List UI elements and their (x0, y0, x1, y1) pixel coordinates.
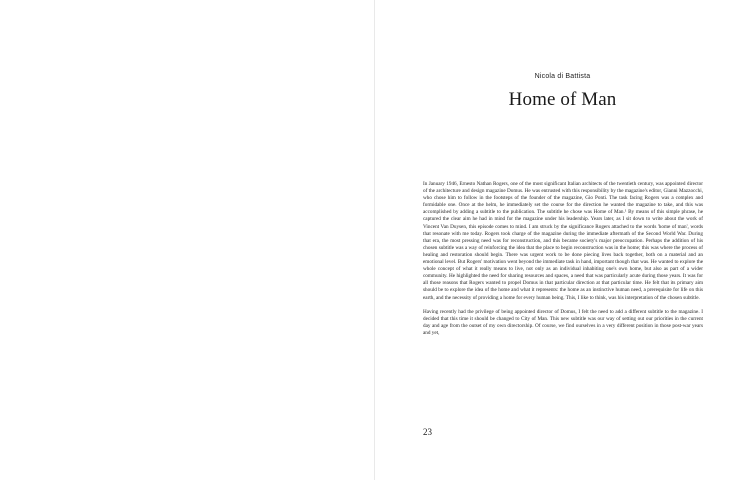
chapter-title: Home of Man (508, 89, 617, 110)
body-paragraph: Having recently had the privilege of being appointed director of Domus, I felt the need to add a different subtitle to the magazine. I decided that this time it should be changed to City of Man. This new subtitle was our way of setting out our priorities in the current day and age from the outset of my own directorship. Of course, we find ourselves in a very different position in those post-war years and yet, (423, 308, 703, 336)
page-number: 23 (423, 427, 432, 437)
body-text (423, 181, 703, 344)
body-paragraph: In January 1946, Ernesto Nathan Rogers, one of the most significant Italian architects of the twentieth century, was appointed director of the architecture and design magazine Domus. He was entrusted with this responsibility by the magazine's editor, Gianni Mazzocchi, who chose him to follow in the footsteps of the founder of the magazine, Gio Ponti. The task facing Rogers was a complex and formidable one. Once at the helm, he immediately set the course for the direction he wanted the magazine to take, and this was accomplished by adding a subtitle to the publication. The subtitle he chose was Home of Man.¹ By means of this simple phrase, he captured the clear aim he had in mind for the magazine under his leadership. Years later, as I sit down to write about the work of Vincent Van Duysen, this episode comes to mind. I am struck by the significance Rogers attached to the words 'home of man', words that resonate with me today. Rogers took charge of the magazine during the immediate aftermath of the Second World War. During that era, the most pressing need was for reconstruction, and this became society's major preoccupation. Perhaps the addition of his chosen subtitle was a way of reinforcing the idea that the place to begin reconstruction was in the home; this was where the process of healing and restoration should begin. There was urgent work to be done piecing lives back together, both on a material and an emotional level. But Rogers' motivation went beyond the immediate task in hand, important though that was. He wanted to explore the whole concept of what it really means to live, not only as an individual inhabiting one's own home, but also as part of a wider community. He highlighted the need for sharing resources and spaces, a need that was particularly acute during those years. It was for all those reasons that Rogers wanted to propel Domus in that particular direction at that particular time. He felt that its primary aim should be to explore the idea of the home and what it represents: the home as an instinctive human need, a prerequisite for life on this earth, and the necessity of providing a home for every human being. This, I like to think, was his interpretation of the chosen subtitle. (423, 181, 703, 301)
author-name: Nicola di Battista (534, 73, 591, 80)
right-page (375, 0, 750, 480)
